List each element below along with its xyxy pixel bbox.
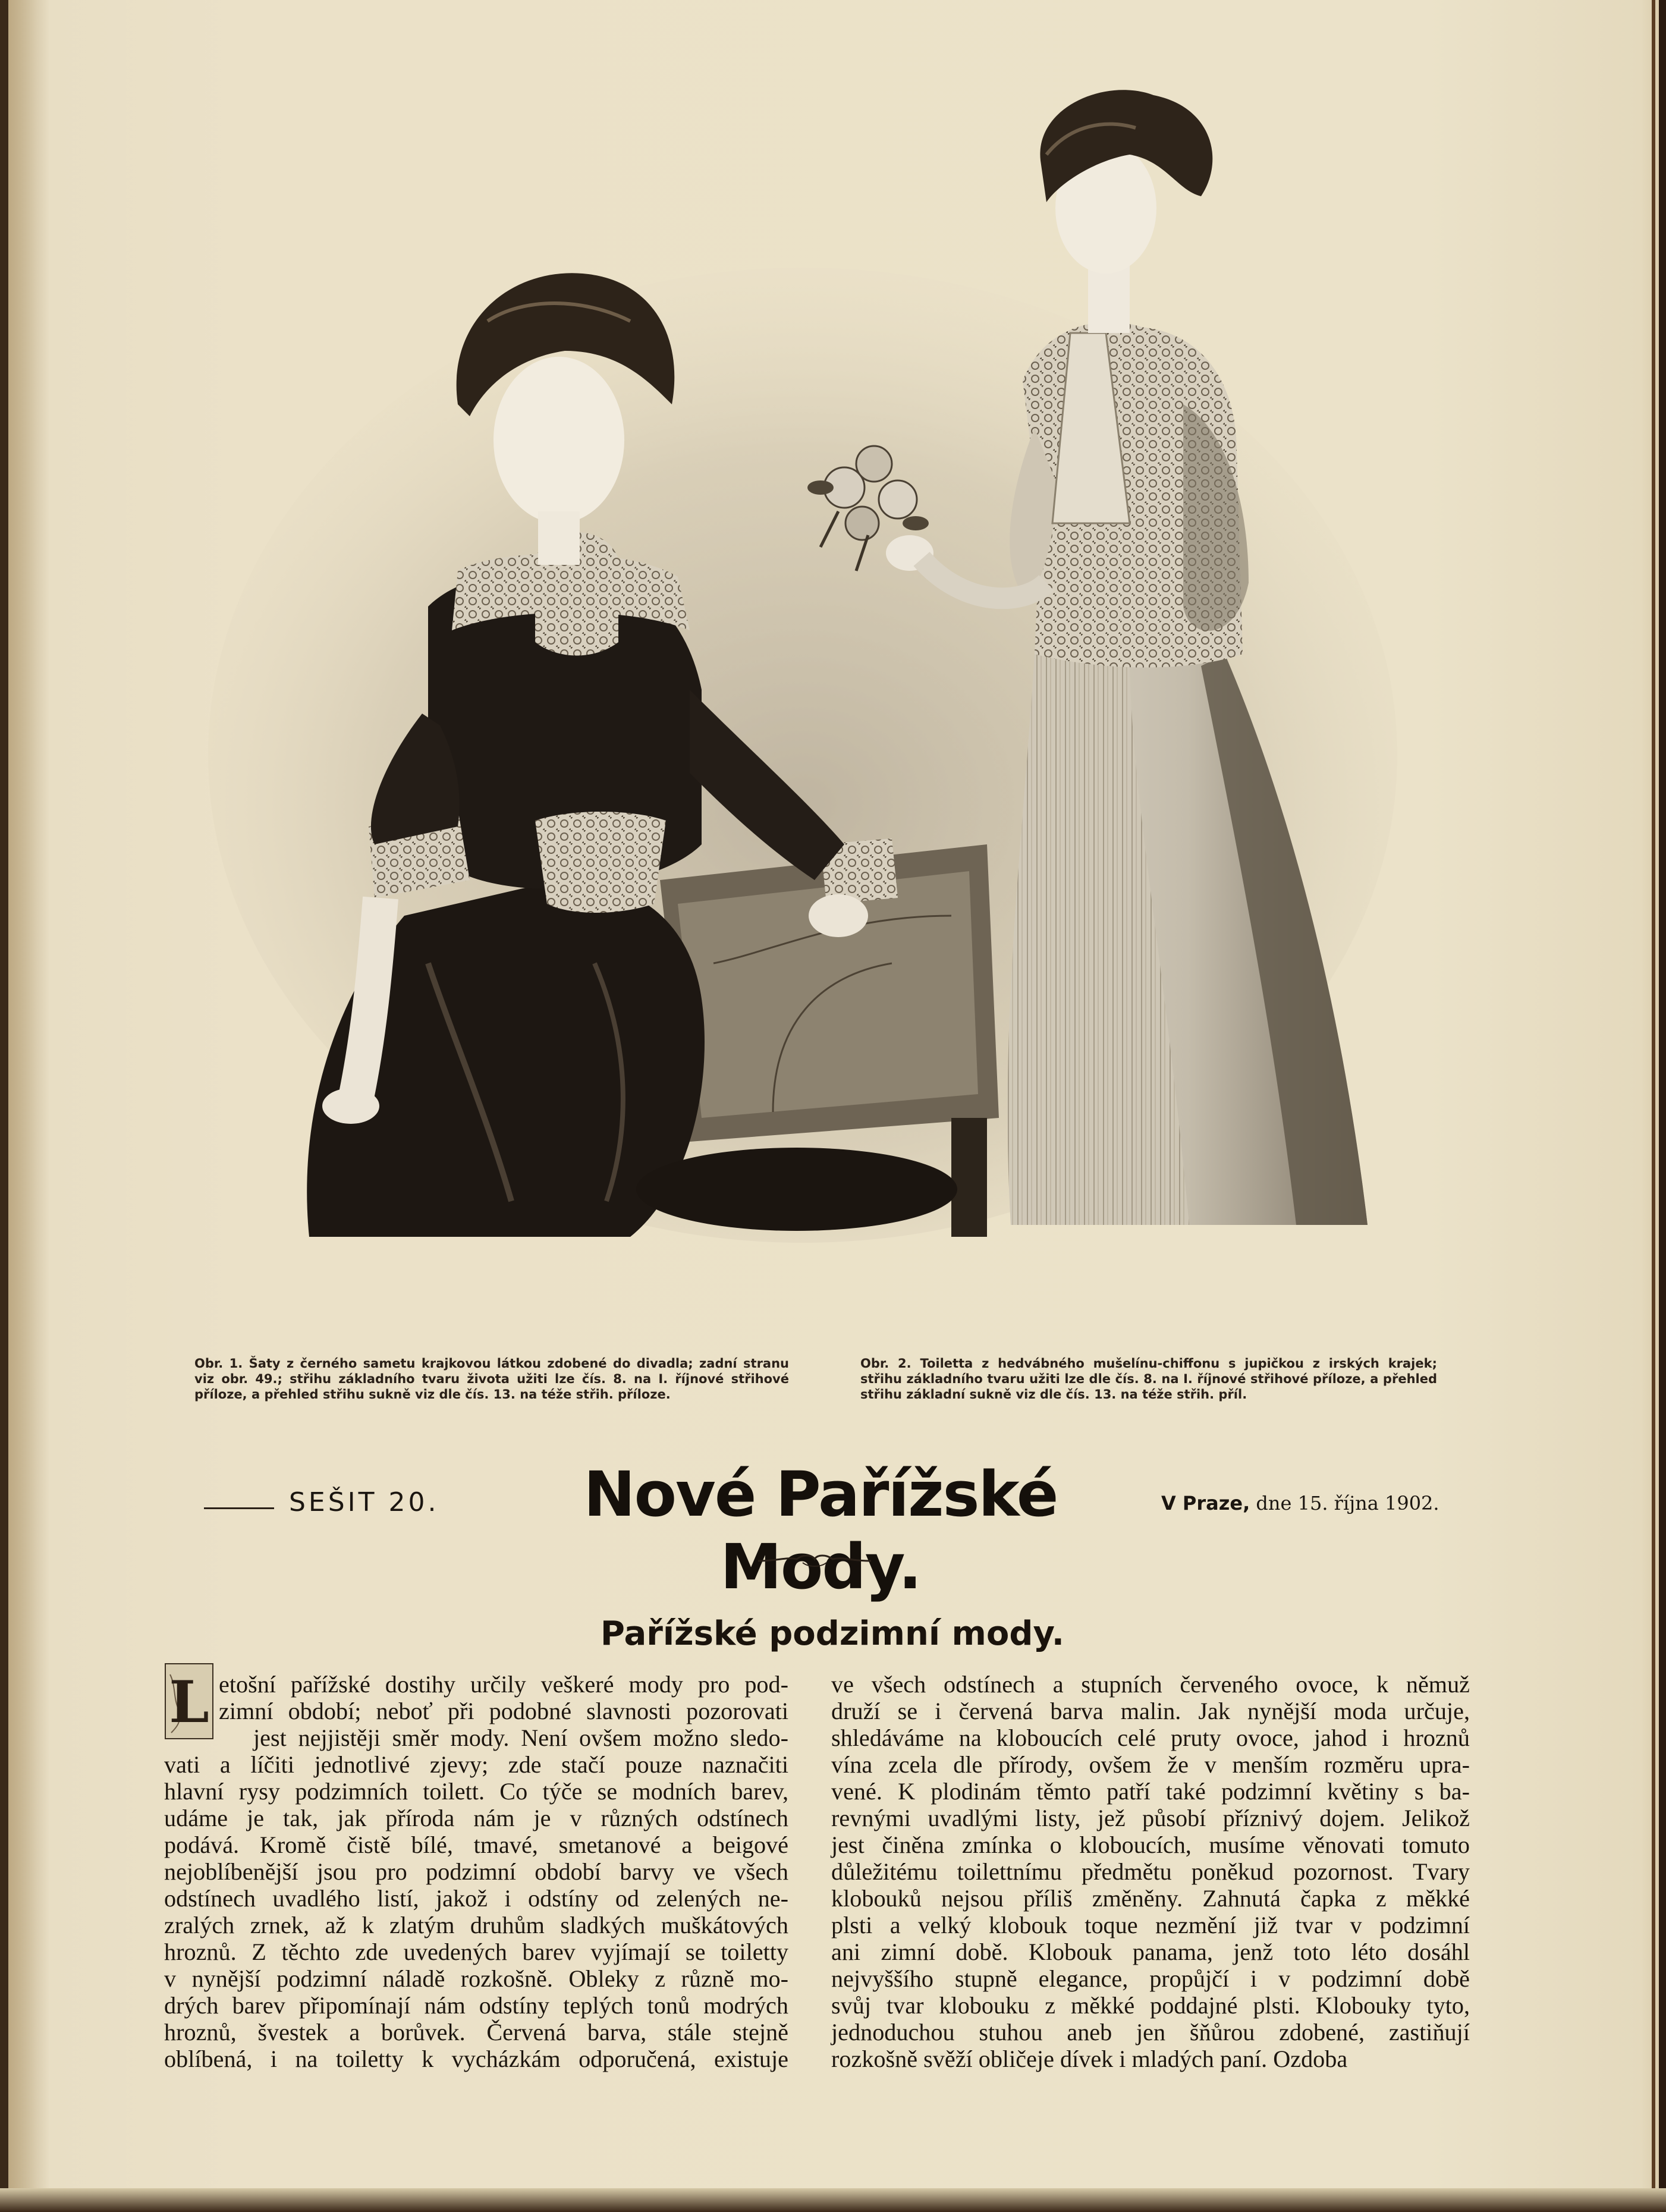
text-line: drých barev připomínají nám odstíny teplých tonů modrých xyxy=(164,1992,788,2019)
text-line: udáme je tak, jak příroda nám je v různých odstínech xyxy=(164,1805,788,1831)
masthead-title: Nové Pařížské Mody. xyxy=(583,1458,1058,1603)
figure-2-caption: Obr. 2. Toiletta z hedvábného mušelínu-chiffonu s jupičkou z irských krajek; střihu základního tvaru užiti lze dle čís. 8. na I. říjnové střihové příloze, a přehled střihu základní sukně viz dle čís. 13. na téže střih. příl. xyxy=(860,1356,1437,1402)
text-line: rozkošně svěží obličeje dívek i mladých paní. Ozdoba xyxy=(831,2046,1348,2072)
article-column-1 xyxy=(164,1671,788,2072)
figure-1-caption: Obr. 1. Šaty z černého sametu krajkovou látkou zdobené do divadla; zadní stranu viz obr. 49.; střihu základního tvaru života užiti lze čís. 8. na I. říjnové střihové příloze, a přehled střihu sukně viz dle čís. 13. na téže střih. příloze. xyxy=(194,1356,789,1402)
text-line: odstínech uvadlého listí, jakož i odstíny od zelených ne- xyxy=(164,1885,788,1912)
header-rule xyxy=(204,1507,274,1509)
page-edge xyxy=(1659,0,1666,2212)
text-line: zimní období; neboť při podobné slavnosti pozorovati xyxy=(219,1698,788,1724)
text-line: jest nejjistěji směr mody. Není ovšem možno sledo- xyxy=(253,1724,788,1751)
text-line: vína zcela dle přírody, ovšem že v menším rozměru upra- xyxy=(831,1751,1470,1778)
text-line: ve všech odstínech a stupních červeného ovoce, k němuž xyxy=(831,1671,1470,1698)
text-line: hlavní rysy podzimních toilett. Co týče se modních barev, xyxy=(164,1778,788,1805)
text-line: hroznů, švestek a borůvek. Červená barva, stále stejně xyxy=(164,2019,788,2046)
fashion-illustration xyxy=(178,71,1486,1272)
ornamental-flourish xyxy=(755,1552,874,1570)
text-line: revnými uvadlými listy, jež působí příznivý dojem. Jelikož xyxy=(831,1805,1470,1831)
text-line: jest činěna zmínka o kloboucích, musíme věnovati tomuto xyxy=(831,1831,1470,1858)
dateline xyxy=(1161,1492,1439,1515)
dateline-date: dne 15. října 1902. xyxy=(1256,1492,1439,1515)
article-column-2 xyxy=(831,1671,1470,2072)
text-line: oblíbená, i na toiletty k vycházkám odporučená, existuje xyxy=(164,2046,788,2072)
text-line: vati a líčiti jednotlivé zjevy; zde stačí pouze naznačiti xyxy=(164,1751,788,1778)
text-line: etošní pařížské dostihy určily veškeré mody pro pod- xyxy=(219,1671,788,1698)
text-line: hroznů. Z těchto zde uvedených barev vyjímají se toiletty xyxy=(164,1938,788,1965)
text-line: jednoduchou stuhou aneb jen šňůrou zdobené, zastiňují xyxy=(831,2019,1470,2046)
text-line: podává. Kromě čistě bílé, tmavé, smetanové a beigové xyxy=(164,1831,788,1858)
binding-edge xyxy=(0,0,8,2212)
text-line: vené. K plodinám těmto patří také podzimní květiny s ba- xyxy=(831,1778,1470,1805)
text-line: nejoblíbenější jsou pro podzimní období barvy ve všech xyxy=(164,1858,788,1885)
text-line: svůj tvar klobouku z měkké poddajné plsti. Klobouky tyto, xyxy=(831,1992,1470,2019)
page-bottom-edge xyxy=(0,2188,1666,2212)
text-line: klobouků nejsou příliš změněny. Zahnutá čapka z měkké xyxy=(831,1885,1470,1912)
text-line: v nynější podzimní náladě rozkošně. Obleky z různě mo- xyxy=(164,1965,788,1992)
dateline-place: V Praze, xyxy=(1161,1492,1250,1515)
text-line: ani zimní době. Klobouk panama, jenž toto léto dosáhl xyxy=(831,1938,1470,1965)
text-line: druží se i červená barva malin. Jak nynější moda určuje, xyxy=(831,1698,1470,1724)
text-line: nejvyššího stupně elegance, propůjčí i v podzimní době xyxy=(831,1965,1470,1992)
text-line: důležitému toilettnímu předmětu poněkud pozornost. Tvary xyxy=(831,1858,1470,1885)
article-title: Pařížské podzimní mody. xyxy=(600,1614,1065,1653)
text-line: plsti a velký klobouk toque nezmění již tvar v podzimní xyxy=(831,1912,1470,1938)
dropcap-letter: L xyxy=(169,1669,209,1736)
text-line: zralých zrnek, až k zlatým druhům sladkých muškátových xyxy=(164,1912,788,1938)
page-shadow xyxy=(8,0,50,2212)
text-line: shledáváme na kloboucích celé pruty ovoce, jahod i hroznů xyxy=(831,1724,1470,1751)
issue-number: SEŠIT 20. xyxy=(289,1487,439,1517)
page-edge-inner xyxy=(1652,0,1655,2212)
